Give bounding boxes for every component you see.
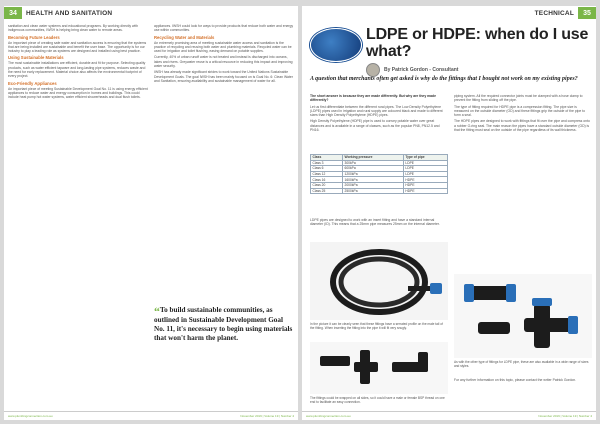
footer-url[interactable]: www.plumbingconnection.com.au <box>306 414 351 418</box>
subheading: Eco-Friendly Appliances <box>8 80 57 86</box>
table-header-cell: Class <box>311 155 343 161</box>
lead-paragraph: The short answer is because they are made differently. But why are they made differently? <box>310 94 436 103</box>
paragraph: The most sustainable installations are efficient, durable and fit for purpose. Selecting quality products, such as water efficient tapware and long-lasting pipe systems, reduces waste and the need for early replacement. Material choice also affects the environmental footprint of every project. <box>8 61 146 79</box>
paragraph: Currently, 40% of urban runoff water is not treated and instead is discharged into oceans, lakes and rivers. Greywater reuse is a critical resource in reducing this impact and improving water security. <box>154 55 293 69</box>
table-cell: Class 16 <box>311 177 343 183</box>
compression-nut-icon <box>506 284 516 302</box>
table-header-cell: Type of pipe <box>403 155 447 161</box>
pipe-fitting-icon <box>430 283 442 294</box>
article-title: LDPE or HDPE: when do I use what? <box>366 26 589 60</box>
section-title: HEALTH AND SANITATION <box>26 9 113 17</box>
paragraph: piping system. All the required connector joints must be clamped with a hose clamp to prevent the fitting from sliding off the pipe. <box>454 94 583 103</box>
table-cell: Class 3 <box>311 160 343 166</box>
table-cell: LDPE <box>403 171 447 177</box>
pull-quote-text: To build sustainable communities, as outlined in Sustainable Development Goal No. 11, it's necessary to begin using materials that won't harm the planet. <box>154 306 293 342</box>
compression-nut-icon <box>568 316 578 334</box>
hdpe-fittings-photo <box>454 274 592 358</box>
elbow-fitting-leg <box>418 352 428 372</box>
table-cell: 2000kPa <box>343 182 404 188</box>
paragraph: The HDPE pipes are designed to work with fittings that fit over the pipe and compress onto a rubber O-ring seal. The main reason the pipes have a standard outside diameter (OD) is that the fitting must seal on the outside of the pipe regardless of its wall thickness. <box>454 119 590 133</box>
right-footer <box>302 411 596 420</box>
insert-fitting-icon <box>320 356 350 366</box>
table-cell: HDPE <box>403 182 447 188</box>
author-avatar <box>366 63 380 77</box>
paragraph: For any further information on this topic, please contact the writer Patrick Gordon. <box>454 378 577 382</box>
table-cell: 1600kPa <box>343 177 404 183</box>
table-cell: HDPE <box>403 188 447 194</box>
quote-mark-icon: “ <box>154 304 160 318</box>
byline <box>366 63 592 77</box>
left-footer <box>4 411 298 420</box>
paragraph: LDPE pipes are designed to work with an insert fitting and have a standard internal diameter (ID). This means that a 25mm pipe measures 25mm on the internal diameter. <box>310 218 440 227</box>
compression-fitting-icon <box>468 286 512 300</box>
table-cell: LDPE <box>403 160 447 166</box>
right-page <box>302 6 596 420</box>
right-column-1-continued <box>310 218 448 229</box>
subheading: Becoming Future Leaders <box>8 34 60 40</box>
photo-caption: The fittings could be wrapped on all sides, so it could have a male or female BSP thread on one end to facilitate an easy connection. <box>310 396 445 404</box>
right-column-1 <box>310 94 448 134</box>
page-number: 34 <box>4 7 22 19</box>
table-cell: 600kPa <box>343 166 404 172</box>
left-column-1 <box>8 24 148 102</box>
right-page-header <box>302 6 596 20</box>
table-cell: Class 6 <box>311 166 343 172</box>
ldpe-fittings-photo <box>310 342 448 394</box>
table-cell: 300kPa <box>343 160 404 166</box>
tee-fitting-branch <box>354 362 378 372</box>
paragraph: High Density Polyethylene (HDPE) pipe is used to convey potable water over great distances and is available in a range of classes, such as the popular PN8, PN12.5 and PN16. <box>310 119 440 133</box>
paragraph: appliances. IWSH could look for ways to provide products that reduce both water and energy use within communities. <box>154 24 294 33</box>
paragraph: sanitation and clean water systems and educational programs. By working directly with indigenous communities, IWSH is helping bring clean water to remote areas. <box>8 24 139 33</box>
footer-url[interactable]: www.plumbingconnection.com.au <box>8 414 53 418</box>
table-cell: 1200kPa <box>343 171 404 177</box>
paragraph: An extremely promising area of meeting sustainable water access and sanitation is the practice of recycling and reusing both water and plumbing materials. Recycled water can be used for irrigation and toilet flushing, easing demand on potable supplies. <box>154 40 292 54</box>
table-header-cell: Working pressure <box>343 155 404 161</box>
page-number: 35 <box>578 7 596 19</box>
photo-caption: As with the other type of fittings for LDPE pipe, these are also available in a wide range of sizes and styles. <box>454 360 589 368</box>
footer-date: November 2019 | Volume 19 | Number 4 <box>538 414 592 418</box>
pipe-class-table <box>310 154 448 194</box>
compression-nut-icon <box>532 298 552 306</box>
article-title-block <box>366 26 592 77</box>
right-column-2-end <box>454 378 592 384</box>
table-cell: Class 25 <box>311 188 343 194</box>
table-cell: Class 12 <box>311 171 343 177</box>
paragraph: The type of fitting required for HDPE pipe is a compression fitting. The pipe size is measured on the outside diameter (OD) and these fittings grip the outside of the pipe to form a seal. <box>454 104 585 118</box>
pipe-end-photo <box>310 28 362 62</box>
paragraph: IWSH has already made significant strides to work toward the United Nations Sustainable Development Goals. The goal IWSH has been mainly focused on is Goal No. 6: Clean Water and Sanitation, ensuring availability and sustainable management of water for all. <box>154 70 293 83</box>
paragraph: Let us first differentiate between the different rural pipes. The Low Density Polyethylene (LDPE) pipes used in irrigation and rural supply are coloured black and made to different sizes than High Density Polyethylene (HDPE) pipes. <box>310 104 443 118</box>
table-cell: LDPE <box>403 166 447 172</box>
left-page-header <box>4 6 298 20</box>
right-column-2 <box>454 94 592 134</box>
paragraph: An important piece of meeting Sustainable Development Goal No. 11 is using energy efficient appliances to reduce water and energy consumption in homes and buildings. This could include heat pump hot water systems, water efficient showerheads and dual flush toilets. <box>8 86 148 100</box>
paragraph: An important piece of creating safe water and sanitation access is ensuring that the systems that are being installed are sustainable and benefit the user base. The opportunity is for our industry to play a leading role as systems are designed and installed using best practice. <box>8 40 147 54</box>
left-page <box>4 6 298 420</box>
pipe-coil-photo <box>310 242 448 320</box>
pipe-coil-inner <box>341 259 417 305</box>
subheading: Recycling Water and Materials <box>154 34 215 40</box>
compression-nut-icon <box>464 284 474 302</box>
pull-quote <box>154 306 294 343</box>
table-row <box>311 188 448 194</box>
byline-text: By Patrick Gordon - Consultant <box>384 67 459 73</box>
section-title: TECHNICAL <box>534 9 574 17</box>
subheading: Using Sustainable Materials <box>8 55 64 61</box>
table-cell: 2500kPa <box>343 188 404 194</box>
table-cell: Class 20 <box>311 182 343 188</box>
footer-date: November 2019 | Volume 19 | Number 4 <box>240 414 294 418</box>
straight-coupling-icon <box>478 322 510 334</box>
left-column-2 <box>154 24 294 85</box>
standfirst: A question that merchants often get asked is why do the fittings that I bought not work on my existing pipes? <box>310 76 578 82</box>
photo-caption: In the picture it can be clearly seen that these fittings have a serrated profile on the male tail of the fitting. When inserting the fitting into the pipe it will fit very snugly. <box>310 322 443 330</box>
table-cell: HDPE <box>403 177 447 183</box>
